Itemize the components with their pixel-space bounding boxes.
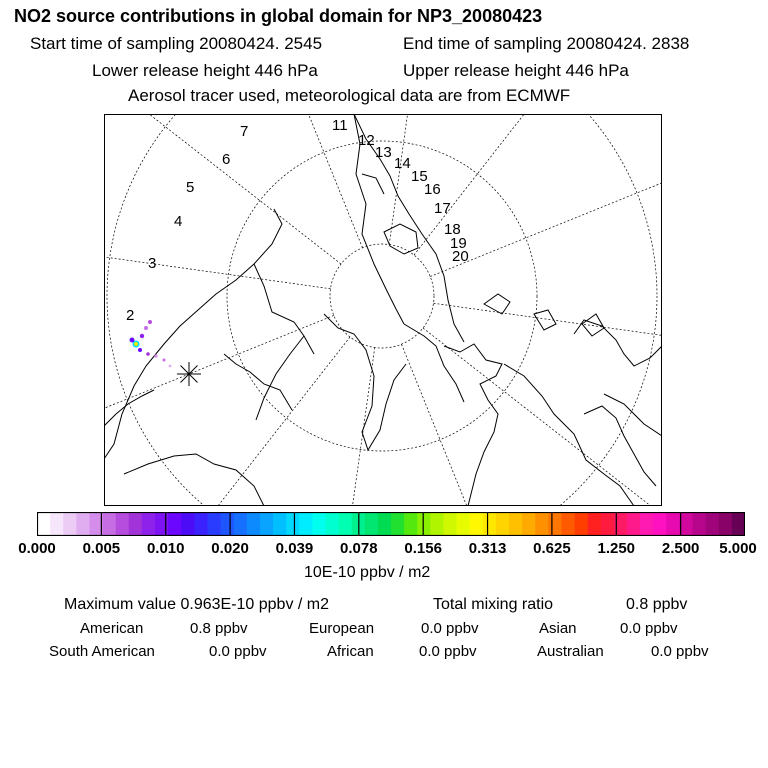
colorbar-swatch [391, 512, 405, 536]
region-value: 0.0 ppbv [209, 643, 267, 660]
colorbar-tick-label: 0.156 [404, 540, 442, 557]
colorbar-tick-label: 0.078 [340, 540, 378, 557]
colorbar-swatch [719, 512, 733, 536]
region-value: 0.0 ppbv [421, 620, 479, 637]
colorbar-swatch [37, 512, 51, 536]
track-label: 2 [126, 307, 135, 324]
colorbar-swatch [234, 512, 248, 536]
colorbar-swatch [430, 512, 444, 536]
colorbar-swatch [693, 512, 707, 536]
colorbar-tick-label: 1.250 [597, 540, 636, 557]
track-label: 17 [434, 200, 451, 217]
total-mixing-label: Total mixing ratio [433, 596, 554, 613]
colorbar-swatch [339, 512, 353, 536]
colorbar-tick-label: 0.010 [146, 540, 185, 557]
map-title: NO2 source contributions in global domain for NP3_20080423 [14, 6, 543, 26]
colorbar-swatch [588, 512, 602, 536]
track-label: 11 [332, 117, 348, 134]
colorbar-swatch [535, 512, 549, 536]
colorbar-swatch [286, 512, 300, 536]
colorbar-swatch [155, 512, 169, 536]
colorbar-swatch [470, 512, 484, 536]
colorbar-swatch [207, 512, 221, 536]
colorbar-swatch [496, 512, 510, 536]
colorbar-swatch [601, 512, 615, 536]
track-label: 18 [444, 221, 461, 238]
colorbar-tick-label: 0.005 [82, 540, 121, 557]
map-frame [105, 115, 662, 506]
colorbar-swatch [653, 512, 667, 536]
region-name: Asian [539, 620, 577, 637]
colorbar-tick-label: 0.313 [468, 540, 507, 557]
track-label: 16 [424, 181, 441, 198]
colorbar-swatch [457, 512, 471, 536]
colorbar-swatch [679, 512, 693, 536]
track-label: 5 [186, 179, 195, 196]
colorbar-swatch [168, 512, 182, 536]
colorbar-swatch [575, 512, 589, 536]
end-time: End time of sampling 20080424. 2838 [403, 34, 690, 53]
colorbar-swatch [312, 512, 326, 536]
colorbar-units: 10E-10 ppbv / m2 [304, 564, 431, 581]
colorbar-swatch [142, 512, 156, 536]
colorbar-swatch [50, 512, 64, 536]
colorbar-tick-label: 0.039 [275, 540, 314, 557]
colorbar-swatch [417, 512, 431, 536]
region-name: European [309, 620, 375, 637]
region-value: 0.8 ppbv [190, 620, 248, 637]
upper-release-height: Upper release height 446 hPa [403, 61, 629, 80]
colorbar-swatch [129, 512, 143, 536]
colorbar-swatch [404, 512, 418, 536]
colorbar-swatch [666, 512, 680, 536]
colorbar-tick-label: 5.000 [719, 540, 757, 557]
region-name: African [327, 643, 374, 660]
track-label: 14 [394, 155, 411, 172]
colorbar-swatch [273, 512, 287, 536]
start-time: Start time of sampling 20080424. 2545 [30, 34, 323, 53]
lower-release-height: Lower release height 446 hPa [92, 61, 318, 80]
colorbar-swatch [561, 512, 575, 536]
region-name: American [80, 620, 144, 637]
colorbar-swatch [732, 512, 745, 536]
colorbar-swatch [299, 512, 313, 536]
colorbar-swatch [63, 512, 77, 536]
track-label: 3 [148, 255, 157, 272]
track-label: 15 [411, 168, 428, 185]
colorbar-swatch [706, 512, 720, 536]
total-mixing-value: 0.8 ppbv [626, 596, 688, 613]
colorbar-swatch [548, 512, 562, 536]
track-label: 13 [375, 144, 392, 161]
maximum-value: Maximum value 0.963E-10 ppbv / m2 [64, 596, 330, 613]
colorbar-tick-label: 2.500 [661, 540, 700, 557]
colorbar-swatch [443, 512, 457, 536]
track-label: 7 [240, 123, 249, 140]
track-label: 20 [452, 248, 469, 265]
colorbar-swatch [116, 512, 130, 536]
colorbar-swatch [325, 512, 339, 536]
colorbar-swatch [221, 512, 235, 536]
track-label: 4 [174, 213, 183, 230]
colorbar-swatch [627, 512, 641, 536]
region-value: 0.0 ppbv [419, 643, 477, 660]
tracer-note: Aerosol tracer used, meteorological data are from ECMWF [128, 86, 571, 105]
colorbar-swatch [260, 512, 274, 536]
polar-map [104, 114, 662, 506]
colorbar-swatch [378, 512, 392, 536]
region-value: 0.0 ppbv [620, 620, 678, 637]
asterisk-icon [177, 362, 201, 386]
colorbar-tick-label: 0.000 [18, 540, 56, 557]
colorbar-swatch [181, 512, 195, 536]
colorbar-tick-label: 0.020 [211, 540, 249, 557]
colorbar-swatch [365, 512, 379, 536]
track-label: 6 [222, 151, 231, 168]
region-value: 0.0 ppbv [651, 643, 709, 660]
region-name: Australian [537, 643, 604, 660]
track-label: 12 [358, 132, 375, 149]
colorbar-swatch [483, 512, 497, 536]
colorbar-swatch [194, 512, 208, 536]
colorbar-swatch [103, 512, 117, 536]
colorbar-swatch [522, 512, 536, 536]
region-name: South American [49, 643, 155, 660]
colorbar-swatch [247, 512, 261, 536]
colorbar-swatch [76, 512, 90, 536]
colorbar-swatch [509, 512, 523, 536]
colorbar-tick-label: 0.625 [533, 540, 571, 557]
color-scale-bar [37, 512, 745, 536]
track-label: 19 [450, 235, 467, 252]
colorbar-swatch [640, 512, 654, 536]
